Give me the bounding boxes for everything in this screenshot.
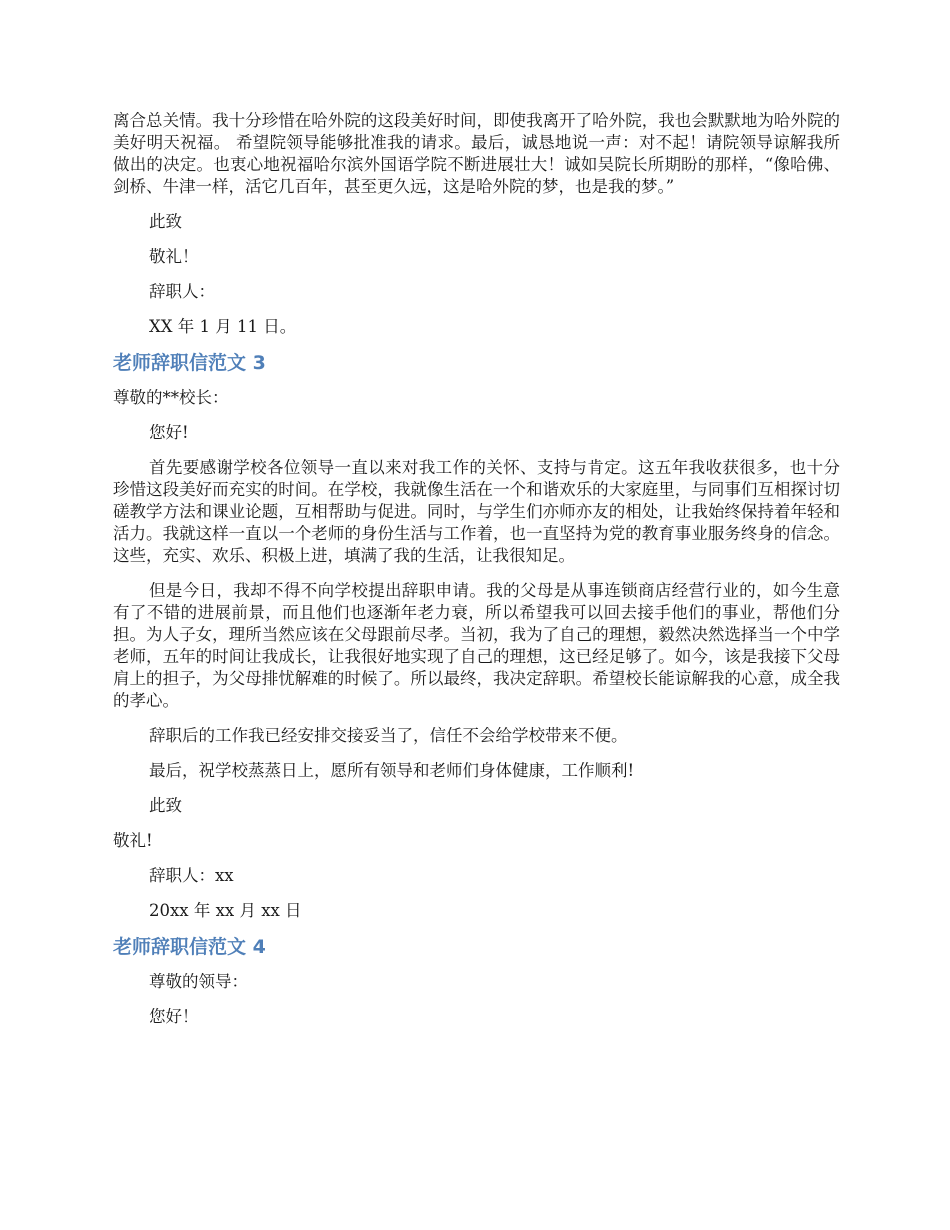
signature-line-3: 辞职人：xx (149, 866, 234, 885)
paragraph-handover: 辞职后的工作我已经安排交接妥当了，信任不会给学校带来不便。 (149, 726, 628, 745)
greeting-4: 您好！ (149, 1007, 199, 1026)
addressee-4: 尊敬的领导： (149, 972, 248, 991)
salutation-cizhi: 此致 (149, 212, 182, 231)
paragraph-closing-letter-2: 离合总关情。我十分珍惜在哈外院的这段美好时间，即使我离开了哈外院，我也会默默地为哈外院的美好明天祝福。 希望院领导能够批准我的请求。最后，诚恳地说一声：对不起！请院领导谅解我所做出的决定。也衷心地祝福哈尔滨外国语学院不断进展壮大！诚如吴院长所期盼的那样，“像哈佛、剑桥、牛津一样，活它几百年，甚至更久远，这是哈外院的梦，也是我的梦。” (113, 111, 840, 196)
section-heading-4: 老师辞职信范文 4 (113, 936, 266, 958)
paragraph-gratitude: 首先要感谢学校各位领导一直以来对我工作的关怀、支持与肯定。这五年我收获很多，也十分珍惜这段美好而充实的时间。在学校，我就像生活在一个和谐欢乐的大家庭里，与同事们互相探讨切磋教学方法和课业论题，互相帮助与促进。同时，与学生们亦师亦友的相处，让我始终保持着年轻和活力。我就这样一直以一个老师的身份生活与工作着，也一直坚持为党的教育事业服务终身的信念。这些，充实、欢乐、积极上进，填满了我的生活，让我很知足。 (113, 458, 840, 565)
date-line-3: 20xx 年 xx 月 xx 日 (149, 901, 302, 920)
date-line: XX 年 1 月 11 日。 (149, 317, 297, 336)
salutation-jingli: 敬礼！ (149, 247, 199, 266)
greeting: 您好! (149, 423, 189, 442)
document-page (113, 110, 840, 1041)
salutation-cizhi-3: 此致 (149, 796, 182, 815)
signature-label: 辞职人： (149, 282, 215, 301)
paragraph-reason: 但是今日，我却不得不向学校提出辞职申请。我的父母是从事连锁商店经营行业的，如今生意有了不错的进展前景，而且他们也逐渐年老力衰，所以希望我可以回去接手他们的事业，帮他们分担。为人子女，理所当然应该在父母跟前尽孝。当初，我为了自己的理想，毅然决然选择当一个中学老师，五年的时间让我成长，让我很好地实现了自己的理想，这已经足够了。如今，该是我接下父母肩上的担子，为父母排忧解难的时候了。所以最终，我决定辞职。希望校长能谅解我的心意，成全我的孝心。 (113, 581, 840, 710)
paragraph-wishes: 最后，祝学校蒸蒸日上，愿所有领导和老师们身体健康，工作顺利! (149, 761, 635, 780)
salutation-jingli-3: 敬礼! (113, 831, 153, 850)
section-heading-3: 老师辞职信范文 3 (113, 352, 266, 374)
addressee: 尊敬的**校长： (113, 388, 229, 407)
